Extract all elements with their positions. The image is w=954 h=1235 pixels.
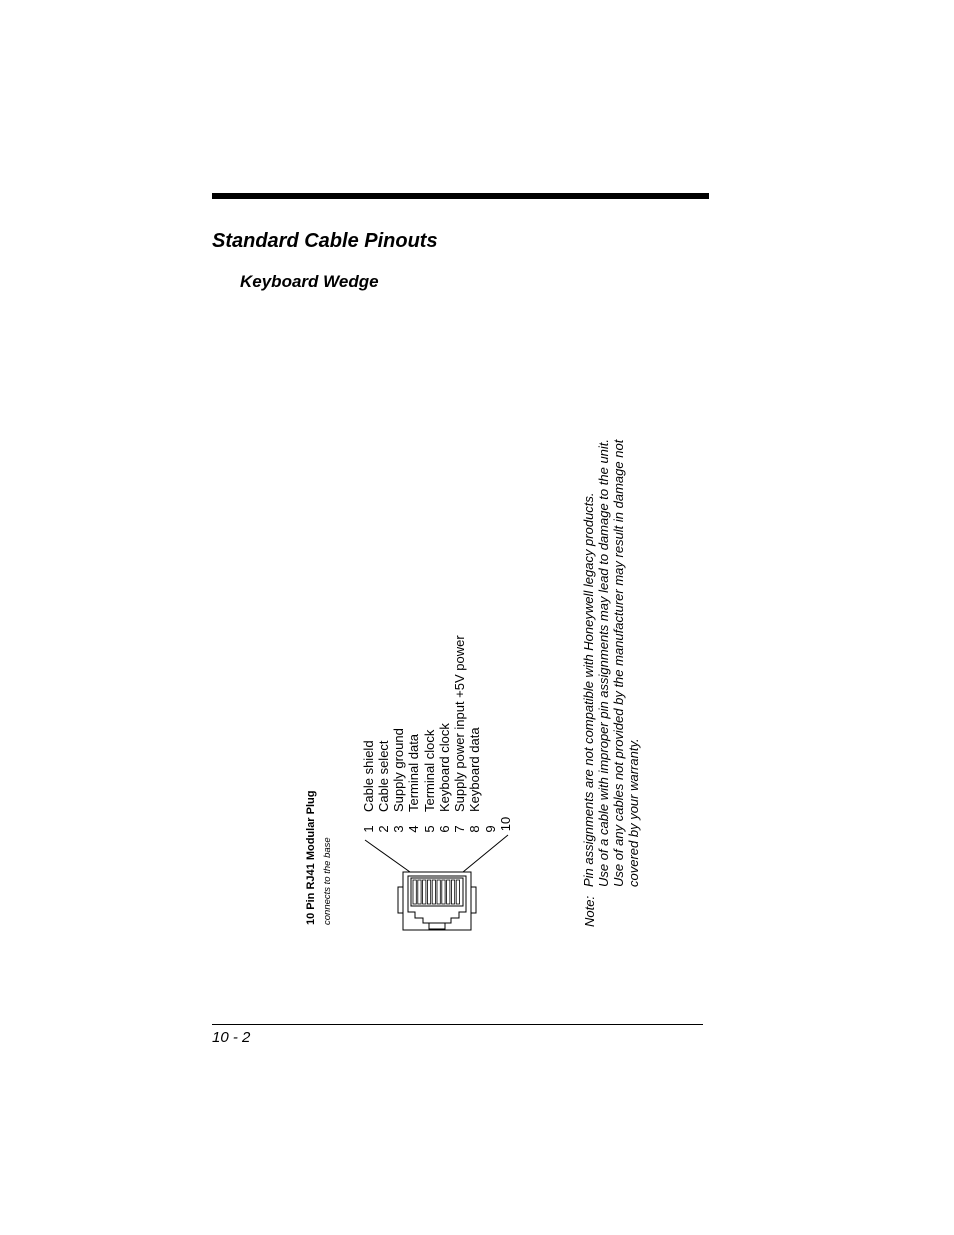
pin-number: 10 — [498, 816, 513, 832]
pin-row — [422, 730, 438, 840]
note-line-1: Pin assignments are not compatible with Honeywell legacy products. — [581, 492, 596, 887]
pin-row — [376, 740, 392, 840]
pin-row — [437, 723, 453, 840]
subsection-heading: Keyboard Wedge — [240, 272, 379, 291]
pin-number: 9 — [483, 825, 498, 833]
pin-number: 4 — [406, 825, 421, 833]
contact-pin — [442, 880, 445, 904]
rj41-plug-diagram — [355, 830, 525, 940]
contact-pin — [437, 880, 440, 904]
bottom-rule — [212, 1024, 703, 1025]
pin-label: Cable shield — [361, 740, 376, 812]
pin-number: 1 — [361, 825, 376, 833]
pin-label: Supply ground — [391, 728, 406, 812]
pin-number: 7 — [452, 825, 467, 833]
contact-pin — [447, 880, 450, 904]
pin-number: 6 — [437, 825, 452, 833]
contact-pin — [423, 880, 426, 904]
pin-number: 8 — [467, 825, 482, 833]
top-rule — [212, 193, 709, 199]
plug-tab-right — [471, 887, 476, 913]
contact-pin — [418, 880, 421, 904]
pin-row — [467, 727, 483, 840]
pin-label: Terminal clock — [422, 729, 437, 812]
pin-label: Terminal data — [406, 733, 421, 812]
note-label: Note: — [582, 895, 597, 927]
section-heading: Standard Cable Pinouts — [212, 230, 438, 252]
plug-tab-left — [398, 887, 403, 913]
pin-label: Keyboard clock — [437, 723, 452, 812]
contact-pin — [456, 880, 459, 904]
pin-row — [406, 734, 422, 840]
contact-pin — [427, 880, 430, 904]
pin-number: 5 — [422, 825, 437, 833]
note-line-2: Use of a cable with improper pin assignments may lead to damage to the unit. — [596, 438, 611, 887]
contact-pin — [451, 880, 454, 904]
note-line-3: Use of any cables not provided by the manufacturer may result in damage not — [611, 439, 626, 887]
contact-pin — [432, 880, 435, 904]
pin-row — [452, 635, 468, 840]
pin-number: 3 — [391, 825, 406, 833]
pin-label: Supply power input +5V power — [452, 635, 467, 812]
page-number: 10 - 2 — [212, 1029, 251, 1046]
plug-subtitle: connects to the base — [322, 837, 333, 925]
leader-line-pin10 — [463, 835, 508, 872]
leader-line-pin1 — [365, 840, 410, 872]
pin-row — [391, 728, 407, 840]
plug-title: 10 Pin RJ41 Modular Plug — [305, 790, 317, 925]
pin-label: Keyboard data — [467, 727, 482, 812]
note-line-4: covered by your warranty. — [626, 738, 641, 887]
pin-row — [361, 740, 377, 840]
contact-pin — [413, 880, 416, 904]
pin-label: Cable select — [376, 740, 391, 812]
pin-number: 2 — [376, 825, 391, 833]
